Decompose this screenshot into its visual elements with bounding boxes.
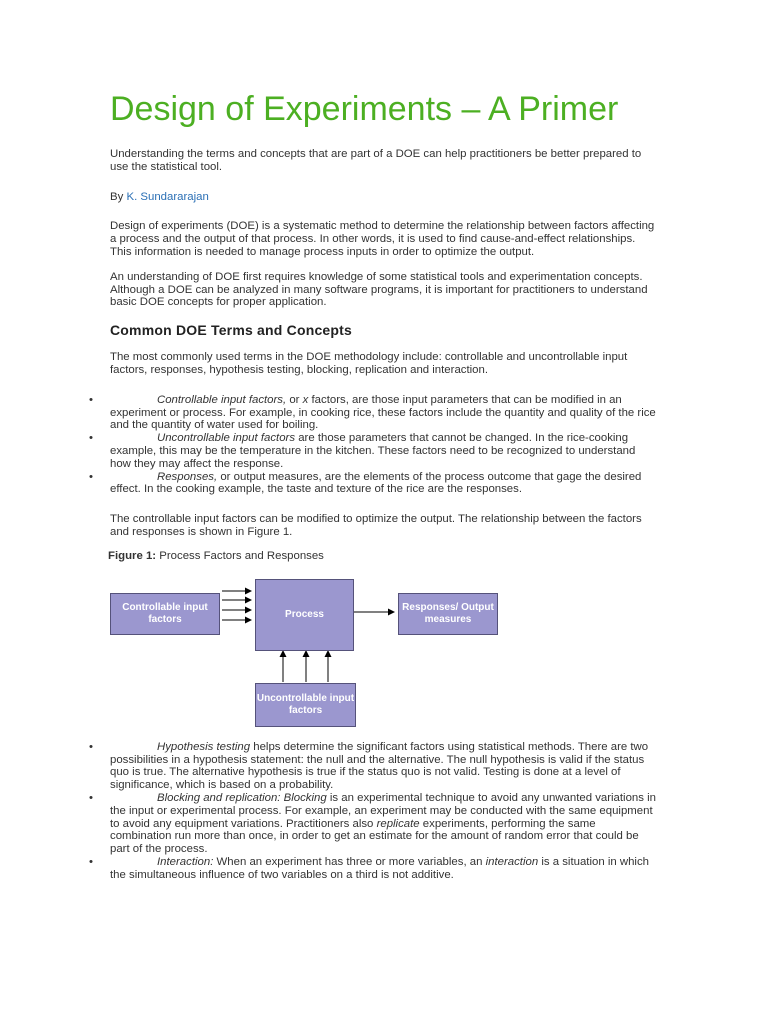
item-text: factors, are those input parameters that can be modified in an experiment or process. For example, in cooking rice, these factors include the quantity and quality of the rice and the quantity of water used for boiling. [110,393,656,432]
term: Hypothesis testing [157,740,251,753]
item-text: or output measures, are the elements of the process outcome that gage the desired effect. In the cooking example, the taste and texture of the rice are the responses. [110,470,642,496]
paragraph-1: Design of experiments (DOE) is a systematic method to determine the relationship between factors affecting a process and the output of that process. In other words, it is used to find cause-and-effect relationships. This information is needed to manage process inputs in order to optimize the output. [110,220,655,258]
terms-list-1 [89,393,658,496]
item-text: is a situation in which the simultaneous influence of two variables on a third is not additive. [110,855,649,881]
figure-caption-label: Figure 1: [108,549,157,562]
term: Controllable input factors, [157,393,287,406]
list-item [89,393,658,432]
bullet-glyph: • [89,855,93,868]
process-diagram [110,579,510,729]
item-text: are those parameters that cannot be changed. In the rice-cooking example, this may be the temperature in the kitchen. These factors need to be recognized to understand how they may affect the response. [110,432,636,470]
section-heading: Common DOE Terms and Concepts [110,322,353,339]
figure-caption-text: Process Factors and Responses [156,549,324,562]
term: interaction [485,855,539,868]
bullet-glyph: • [89,470,93,483]
term: x [302,393,309,406]
bullet-glyph: • [89,740,93,753]
term: Blocking [280,791,327,804]
list-item [89,470,658,497]
term: Blocking and replication: [157,791,281,804]
list-item [89,740,658,792]
byline [110,191,658,204]
intro-text: Understanding the terms and concepts that are part of a DOE can help practitioners be better prepared to use the statistical tool. [110,148,642,173]
page-title: Design of Experiments – A Primer [110,90,619,128]
responses-box: Responses/ Output measures [398,593,498,635]
bullet-glyph: • [89,393,93,406]
author-link[interactable]: K. Sundararajan [126,190,209,203]
item-text: When an experiment has three or more variables, an [213,855,486,868]
list-item [89,432,658,470]
item-text: helps determine the significant factors using statistical methods. There are two possibilities in a hypothesis statement: the null and the alternative. The null hypothesis is valid if the status quo is true. The alternative hypothesis is true if the status quo is not valid. Testing is done at a level of significance, which is based on a probability. [110,740,649,792]
after-bullets-text: The controllable input factors can be modified to optimize the output. The relationship between the factors and responses is shown in Figure 1. [110,513,642,538]
section-intro: The most commonly used terms in the DOE methodology include: controllable and uncontrollable input factors, responses, hypothesis testing, blocking, replication and interaction. [110,351,628,376]
list-item [89,855,658,882]
process-box: Process [255,579,354,651]
byline-prefix: By [110,190,127,203]
term: Uncontrollable input factors [157,432,296,445]
controllable-box: Controllable input factors [110,593,220,635]
terms-list-2 [89,740,658,882]
term: Interaction: [157,855,214,868]
paragraph-2: An understanding of DOE first requires knowledge of some statistical tools and experimentation concepts. Although a DOE can be analyzed in many software programs, it is important for practitioners to understand basic DOE concepts for proper application. [110,270,648,309]
item-text: experiments, performing the same combination run more than once, in order to get an estimate for the amount of random error that could be part of the process. [110,817,639,856]
term: replicate [376,817,420,830]
bullet-glyph: • [89,791,93,804]
item-text: or [286,393,303,406]
term: Responses, [157,470,218,483]
article [89,84,658,899]
uncontrollable-box: Uncontrollable input factors [255,683,356,727]
figure-caption [108,549,658,563]
item-text: is an experimental technique to avoid any unwanted variations in the input or experimental process. For example, an experiment may be conducted with the same equipment to avoid any equipment variations. Practitioners also [110,791,656,830]
list-item [89,791,658,856]
bullet-glyph: • [89,432,93,445]
